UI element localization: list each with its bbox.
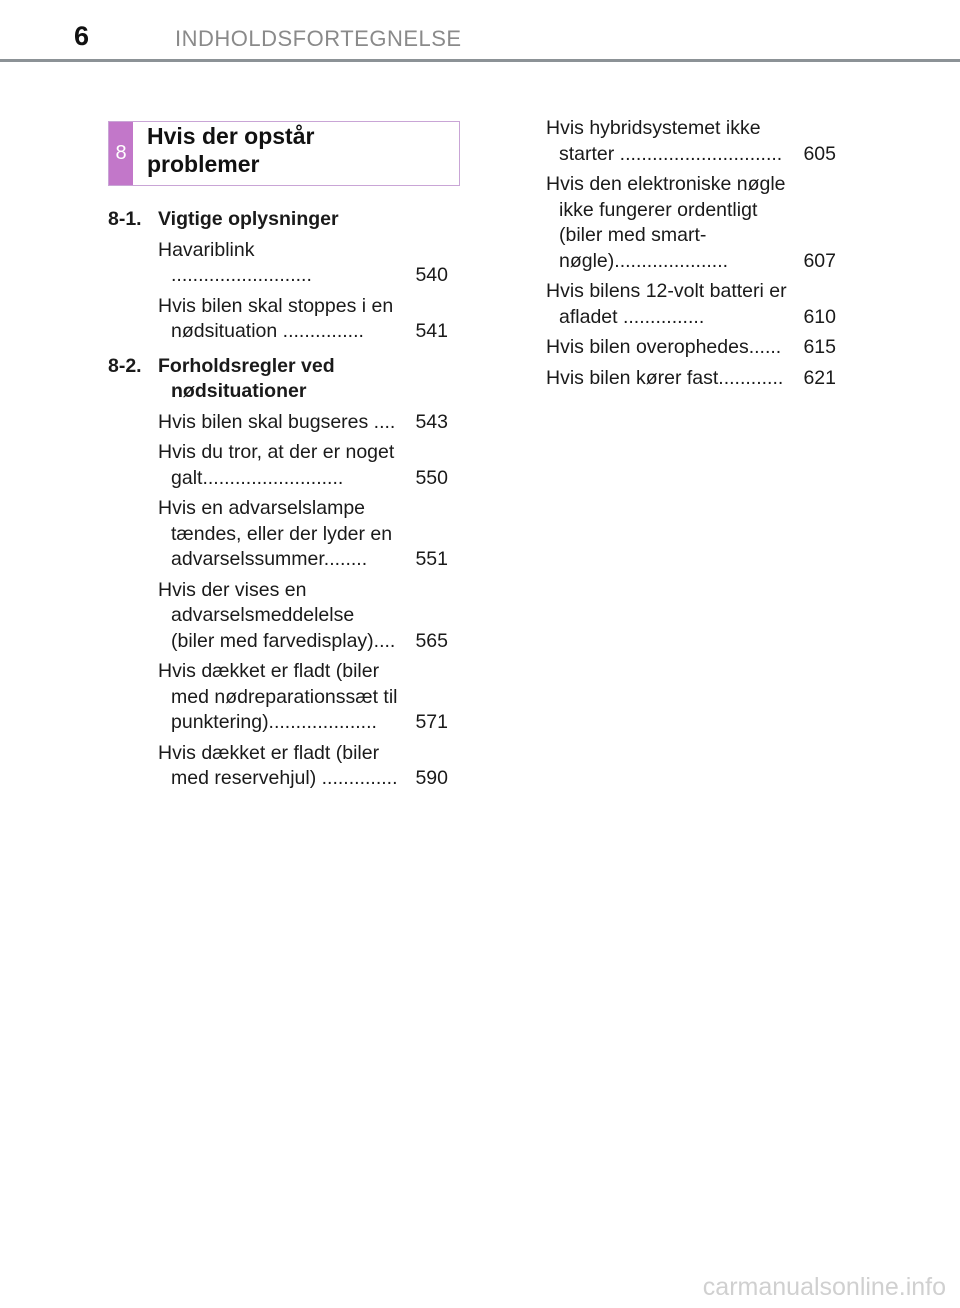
toc-entry-text: Hvis hybridsystemet ikke starter .............................. [546, 117, 783, 165]
toc-entry-text: Havariblink .......................... [158, 238, 312, 286]
toc-left-column [108, 207, 448, 797]
toc-entry-page: 610 [803, 305, 836, 328]
toc-entry[interactable] [546, 335, 836, 361]
toc-entry-page: 571 [415, 711, 448, 733]
toc-entry-page: 615 [803, 336, 836, 358]
toc-entry[interactable] [108, 410, 448, 436]
toc-entry[interactable] [108, 238, 448, 289]
toc-entry[interactable] [108, 659, 448, 736]
section-title: Vigtige oplysninger [158, 208, 339, 230]
toc-entry[interactable] [108, 496, 448, 573]
toc-entry[interactable] [108, 440, 448, 491]
section-number: 8-1. [108, 208, 142, 230]
toc-entry-page: 565 [415, 629, 448, 652]
toc-entry-page: 541 [415, 320, 448, 342]
chapter-title-line-2: problemer [147, 151, 260, 177]
toc-section-8-1[interactable] [108, 207, 448, 233]
toc-entry[interactable] [546, 366, 836, 392]
chapter-number-tab: 8 [109, 122, 133, 185]
watermark: carmanualsonline.info [702, 1273, 946, 1301]
header-title: INDHOLDSFORTEGNELSE [175, 26, 462, 51]
toc-entry-text: Hvis bilens 12-volt batteri er afladet ............... [546, 280, 787, 328]
toc-entry-text: Hvis dækket er fladt (biler med reservehjul) .............. [158, 741, 398, 789]
toc-entry-text: Hvis den elektroniske nøgle ikke fungerer ordentligt (biler med smart-nøgle)..................... [546, 173, 786, 272]
section-number: 8-2. [108, 354, 142, 377]
toc-entry[interactable] [108, 578, 448, 655]
chapter-heading [108, 121, 460, 186]
toc-entry[interactable] [546, 116, 836, 167]
toc-entry[interactable] [546, 279, 836, 330]
toc-entry-text: Hvis bilen overophedes...... [546, 336, 782, 358]
toc-entry-page: 550 [415, 466, 448, 489]
chapter-title [147, 122, 447, 178]
toc-entry-text: Hvis der vises en advarselsmeddelelse (biler med farvedisplay).... [158, 578, 396, 652]
toc-entry-page: 607 [803, 249, 836, 272]
toc-entry-page: 605 [803, 142, 836, 165]
toc-entry-text: Hvis dækket er fladt (biler med nødreparationssæt til punktering).................... [158, 660, 398, 733]
toc-entry[interactable] [108, 741, 448, 792]
toc-entry[interactable] [546, 172, 836, 274]
toc-entry-text: Hvis bilen skal stoppes i en nødsituation ............... [158, 294, 394, 342]
toc-entry-text: Hvis bilen skal bugseres .... [158, 410, 396, 433]
toc-entry-text: Hvis du tror, at der er noget galt.......................... [158, 441, 395, 489]
chapter-title-line-1: Hvis der opstår [147, 123, 315, 149]
toc-entry-page: 590 [415, 767, 448, 789]
toc-entry-page: 543 [415, 410, 448, 433]
page-header [0, 0, 960, 64]
page-number: 6 [74, 21, 90, 51]
toc-entry-page: 540 [415, 264, 448, 286]
toc-entry-text: Hvis en advarselslampe tændes, eller der lyder en advarselssummer........ [158, 497, 393, 570]
toc-entry-page: 551 [415, 548, 448, 570]
toc-entry[interactable] [108, 294, 448, 345]
toc-entry-page: 621 [803, 366, 836, 389]
header-divider [0, 59, 960, 62]
section-title: Forholdsregler ved nødsituationer [158, 354, 335, 402]
toc-right-column [546, 116, 836, 396]
toc-entry-text: Hvis bilen kører fast............ [546, 366, 784, 389]
toc-section-8-2[interactable] [108, 354, 448, 405]
